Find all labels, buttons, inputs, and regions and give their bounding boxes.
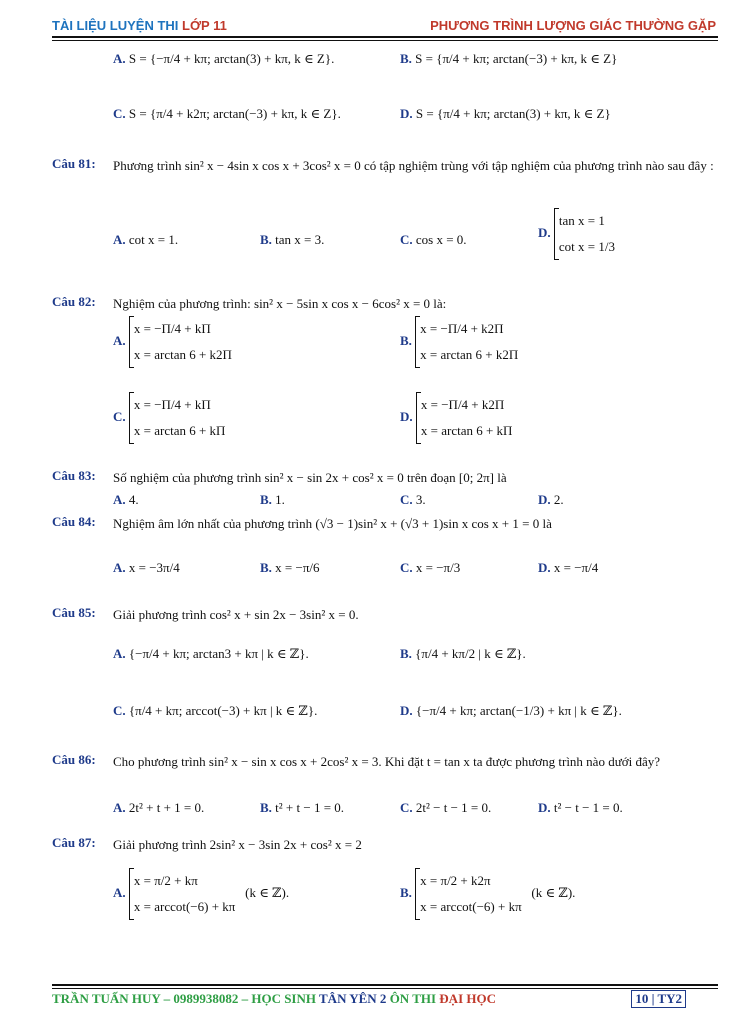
q86-option-a: A. 2t² + t + 1 = 0. — [113, 800, 205, 815]
q80-option-c: C. S = {π/4 + k2π; arctan(−3) + kπ, k ∈ Z}. — [113, 106, 341, 121]
q87-option-a: A. x = π/2 + kπ x = arccot(−6) + kπ (k ∈ ℤ). — [113, 868, 289, 920]
q87-option-b: B. x = π/2 + k2π x = arccot(−6) + kπ (k ∈ ℤ). — [400, 868, 575, 920]
q84-option-a: A. x = −3π/4 — [113, 560, 180, 575]
q81-option-d: D. tan x = 1 cot x = 1/3 — [538, 208, 615, 260]
q84-option-d: D. x = −π/4 — [538, 560, 599, 575]
q81-option-c: C. cos x = 0. — [400, 232, 467, 247]
q83-option-c: C. 3. — [400, 492, 426, 507]
q83-option-d: D. 2. — [538, 492, 564, 507]
footer-rule — [52, 984, 718, 986]
q84-option-b: B. x = −π/6 — [260, 560, 320, 575]
question-87: Câu 87: Giải phương trình 2sin² x − 3sin 2x + cos² x = 2 — [52, 835, 362, 852]
page-number: 10 | TY2 — [631, 990, 686, 1008]
footer-rule-thin — [52, 988, 718, 989]
q84-option-c: C. x = −π/3 — [400, 560, 461, 575]
q81-option-b: B. tan x = 3. — [260, 232, 325, 247]
q85-option-a: A. {−π/4 + kπ; arctan3 + kπ | k ∈ ℤ}. — [113, 646, 309, 661]
header-left: TÀI LIỆU LUYỆN THI LỚP 11 — [52, 18, 227, 33]
header-right: PHƯƠNG TRÌNH LƯỢNG GIÁC THƯỜNG GẶP — [430, 18, 716, 33]
q83-option-a: A. 4. — [113, 492, 139, 507]
q80-option-a: A. S = {−π/4 + kπ; arctan(3) + kπ, k ∈ Z}. — [113, 51, 335, 66]
q82-option-b: B. x = −Π/4 + k2Π x = arctan 6 + k2Π — [400, 316, 518, 368]
question-84: Câu 84: Nghiệm âm lớn nhất của phương trình (√3 − 1)sin² x + (√3 + 1)sin x cos x + 1 = 0 là — [52, 514, 552, 531]
q80-option-b: B. S = {π/4 + kπ; arctan(−3) + kπ, k ∈ Z} — [400, 51, 618, 66]
question-83: Câu 83: Số nghiệm của phương trình sin² x − sin 2x + cos² x = 0 trên đoạn [0; 2π] là — [52, 468, 507, 485]
q80-option-d: D. S = {π/4 + kπ; arctan(3) + kπ, k ∈ Z} — [400, 106, 611, 121]
question-86: Câu 86: Cho phương trình sin² x − sin x cos x + 2cos² x = 3. Khi đặt t = tan x ta được phương trình nào dưới đây? — [52, 752, 661, 769]
header-rule — [52, 36, 718, 38]
q85-option-c: C. {π/4 + kπ; arccot(−3) + kπ | k ∈ ℤ}. — [113, 703, 318, 718]
q86-option-d: D. t² − t − 1 = 0. — [538, 800, 623, 815]
q81-option-a: A. cot x = 1. — [113, 232, 179, 247]
q85-option-b: B. {π/4 + kπ/2 | k ∈ ℤ}. — [400, 646, 526, 661]
q85-option-d: D. {−π/4 + kπ; arctan(−1/3) + kπ | k ∈ ℤ}. — [400, 703, 622, 718]
question-81: Câu 81: Phương trình sin² x − 4sin x cos x + 3cos² x = 0 có tập nghiệm trùng với tập nghiệm của phương trình nào sau đây : — [52, 156, 714, 173]
question-82: Câu 82: Nghiệm của phương trình: sin² x − 5sin x cos x − 6cos² x = 0 là: — [52, 294, 447, 311]
q83-option-b: B. 1. — [260, 492, 285, 507]
q86-option-b: B. t² + t − 1 = 0. — [260, 800, 345, 815]
q86-option-c: C. 2t² − t − 1 = 0. — [400, 800, 492, 815]
q82-option-c: C. x = −Π/4 + kΠ x = arctan 6 + kΠ — [113, 392, 225, 444]
question-85: Câu 85: Giải phương trình cos² x + sin 2x − 3sin² x = 0. — [52, 605, 359, 622]
page-header — [52, 16, 718, 36]
header-rule-thin — [52, 40, 718, 41]
q82-option-d: D. x = −Π/4 + k2Π x = arctan 6 + kΠ — [400, 392, 512, 444]
q82-option-a: A. x = −Π/4 + kΠ x = arctan 6 + k2Π — [113, 316, 232, 368]
page-footer: TRẦN TUẤN HUY – 0989938082 – HỌC SINH TÂN YÊN 2 ÔN THI ĐẠI HỌC 10 | TY2 — [52, 991, 718, 1011]
